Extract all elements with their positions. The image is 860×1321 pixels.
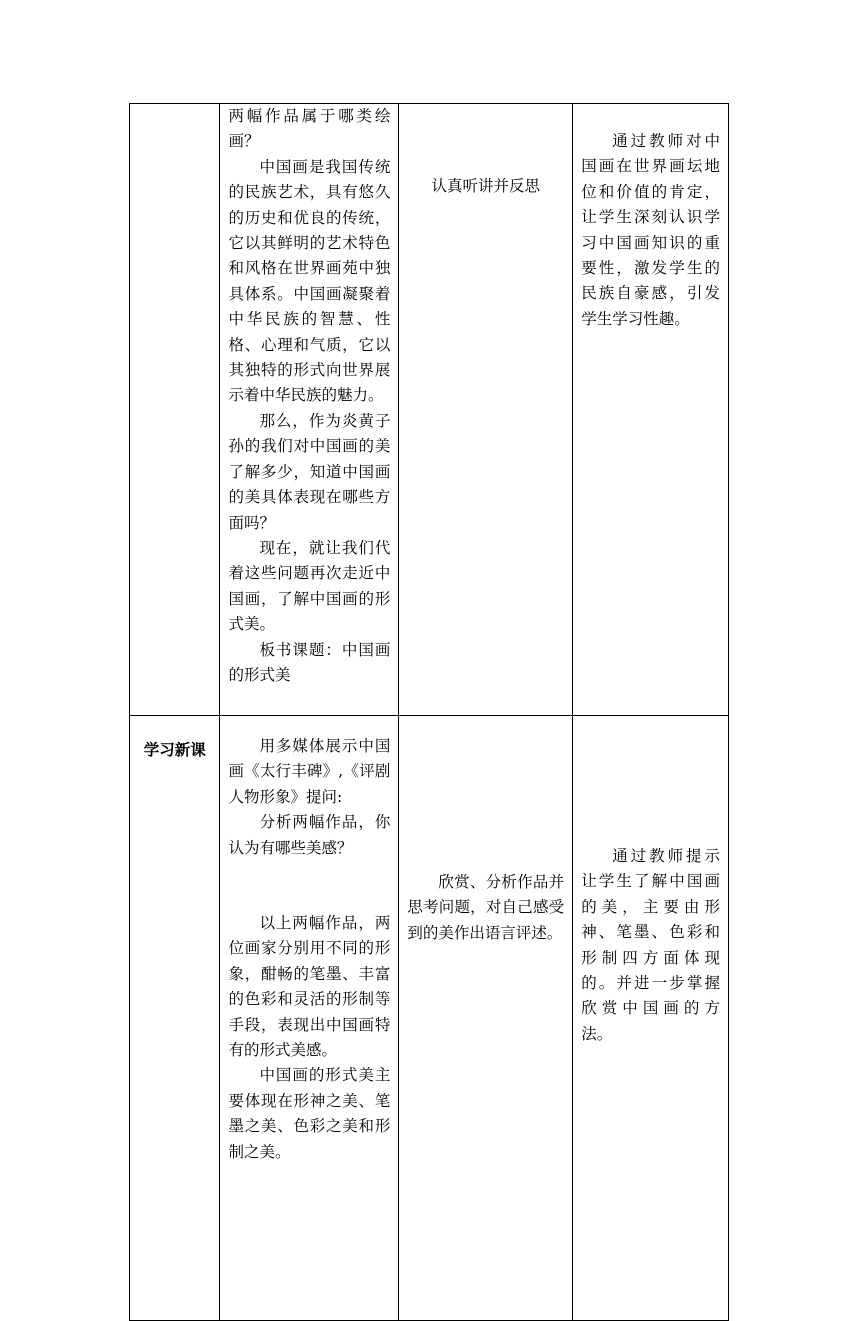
design-intent-cell: [573, 104, 729, 716]
table-row: [130, 104, 729, 716]
stage-label: 学习新课: [143, 741, 206, 759]
teacher-activity-cell: [220, 716, 399, 1321]
teacher-text: 板书课题：中国画的形式美: [228, 640, 391, 684]
table-row: [130, 716, 729, 1321]
design-intent-cell: [573, 716, 729, 1321]
intent-text: 通过教师对中国画在世界画坛地位和价值的肯定，让学生深刻认识学习中国画知识的重要性，激发学生的民族自豪感，引发学生学习性趣。: [581, 132, 720, 328]
teacher-text: 中国画是我国传统的民族艺术，具有悠久的历史和优良的传统，它以其鲜明的艺术特色和风格在世界画苑中独具体系。中国画凝聚着中华民族的智慧、性格、心理和气质，它以其独特的形式向世界展示着中华民族的魅力。: [228, 157, 391, 405]
student-text: 认真听讲并反思: [431, 177, 541, 195]
student-activity-cell: [399, 104, 573, 716]
teacher-text: 两幅作品属于哪类绘画？: [228, 107, 391, 151]
lesson-plan-table: [129, 103, 729, 1321]
student-text: 欣赏、分析作品并思考问题，对自己感受到的美作出语言评述。: [407, 873, 565, 942]
intent-text: 通过教师提示让学生了解中国画的美，主要由形神、笔墨、色彩和形制四方面体现的。并进一步掌握欣赏中国画的方法。: [581, 847, 720, 1043]
stage-cell: [130, 104, 220, 716]
teacher-activity-cell: [220, 104, 399, 716]
stage-cell: [130, 716, 220, 1321]
teacher-text: 分析两幅作品，你认为有哪些美感？: [228, 813, 391, 857]
teacher-text: 那么，作为炎黄子孙的我们对中国画的美了解多少，知道中国画的美具体表现在哪些方面吗？: [228, 411, 391, 532]
teacher-text: 中国画的形式美主要体现在形神之美、笔墨之美、色彩之美和形制之美。: [228, 1066, 391, 1161]
teacher-text: 以上两幅作品，两位画家分别用不同的形象，酣畅的笔墨、丰富的色彩和灵活的形制等手段，表现出中国画特有的形式美感。: [228, 914, 391, 1060]
student-activity-cell: [399, 716, 573, 1321]
teacher-text: 用多媒体展示中国画《太行丰碑》,《评剧人物形象》提问:: [228, 737, 391, 806]
teacher-text: 现在，就让我们代着这些问题再次走近中国画，了解中国画的形式美。: [228, 538, 391, 634]
